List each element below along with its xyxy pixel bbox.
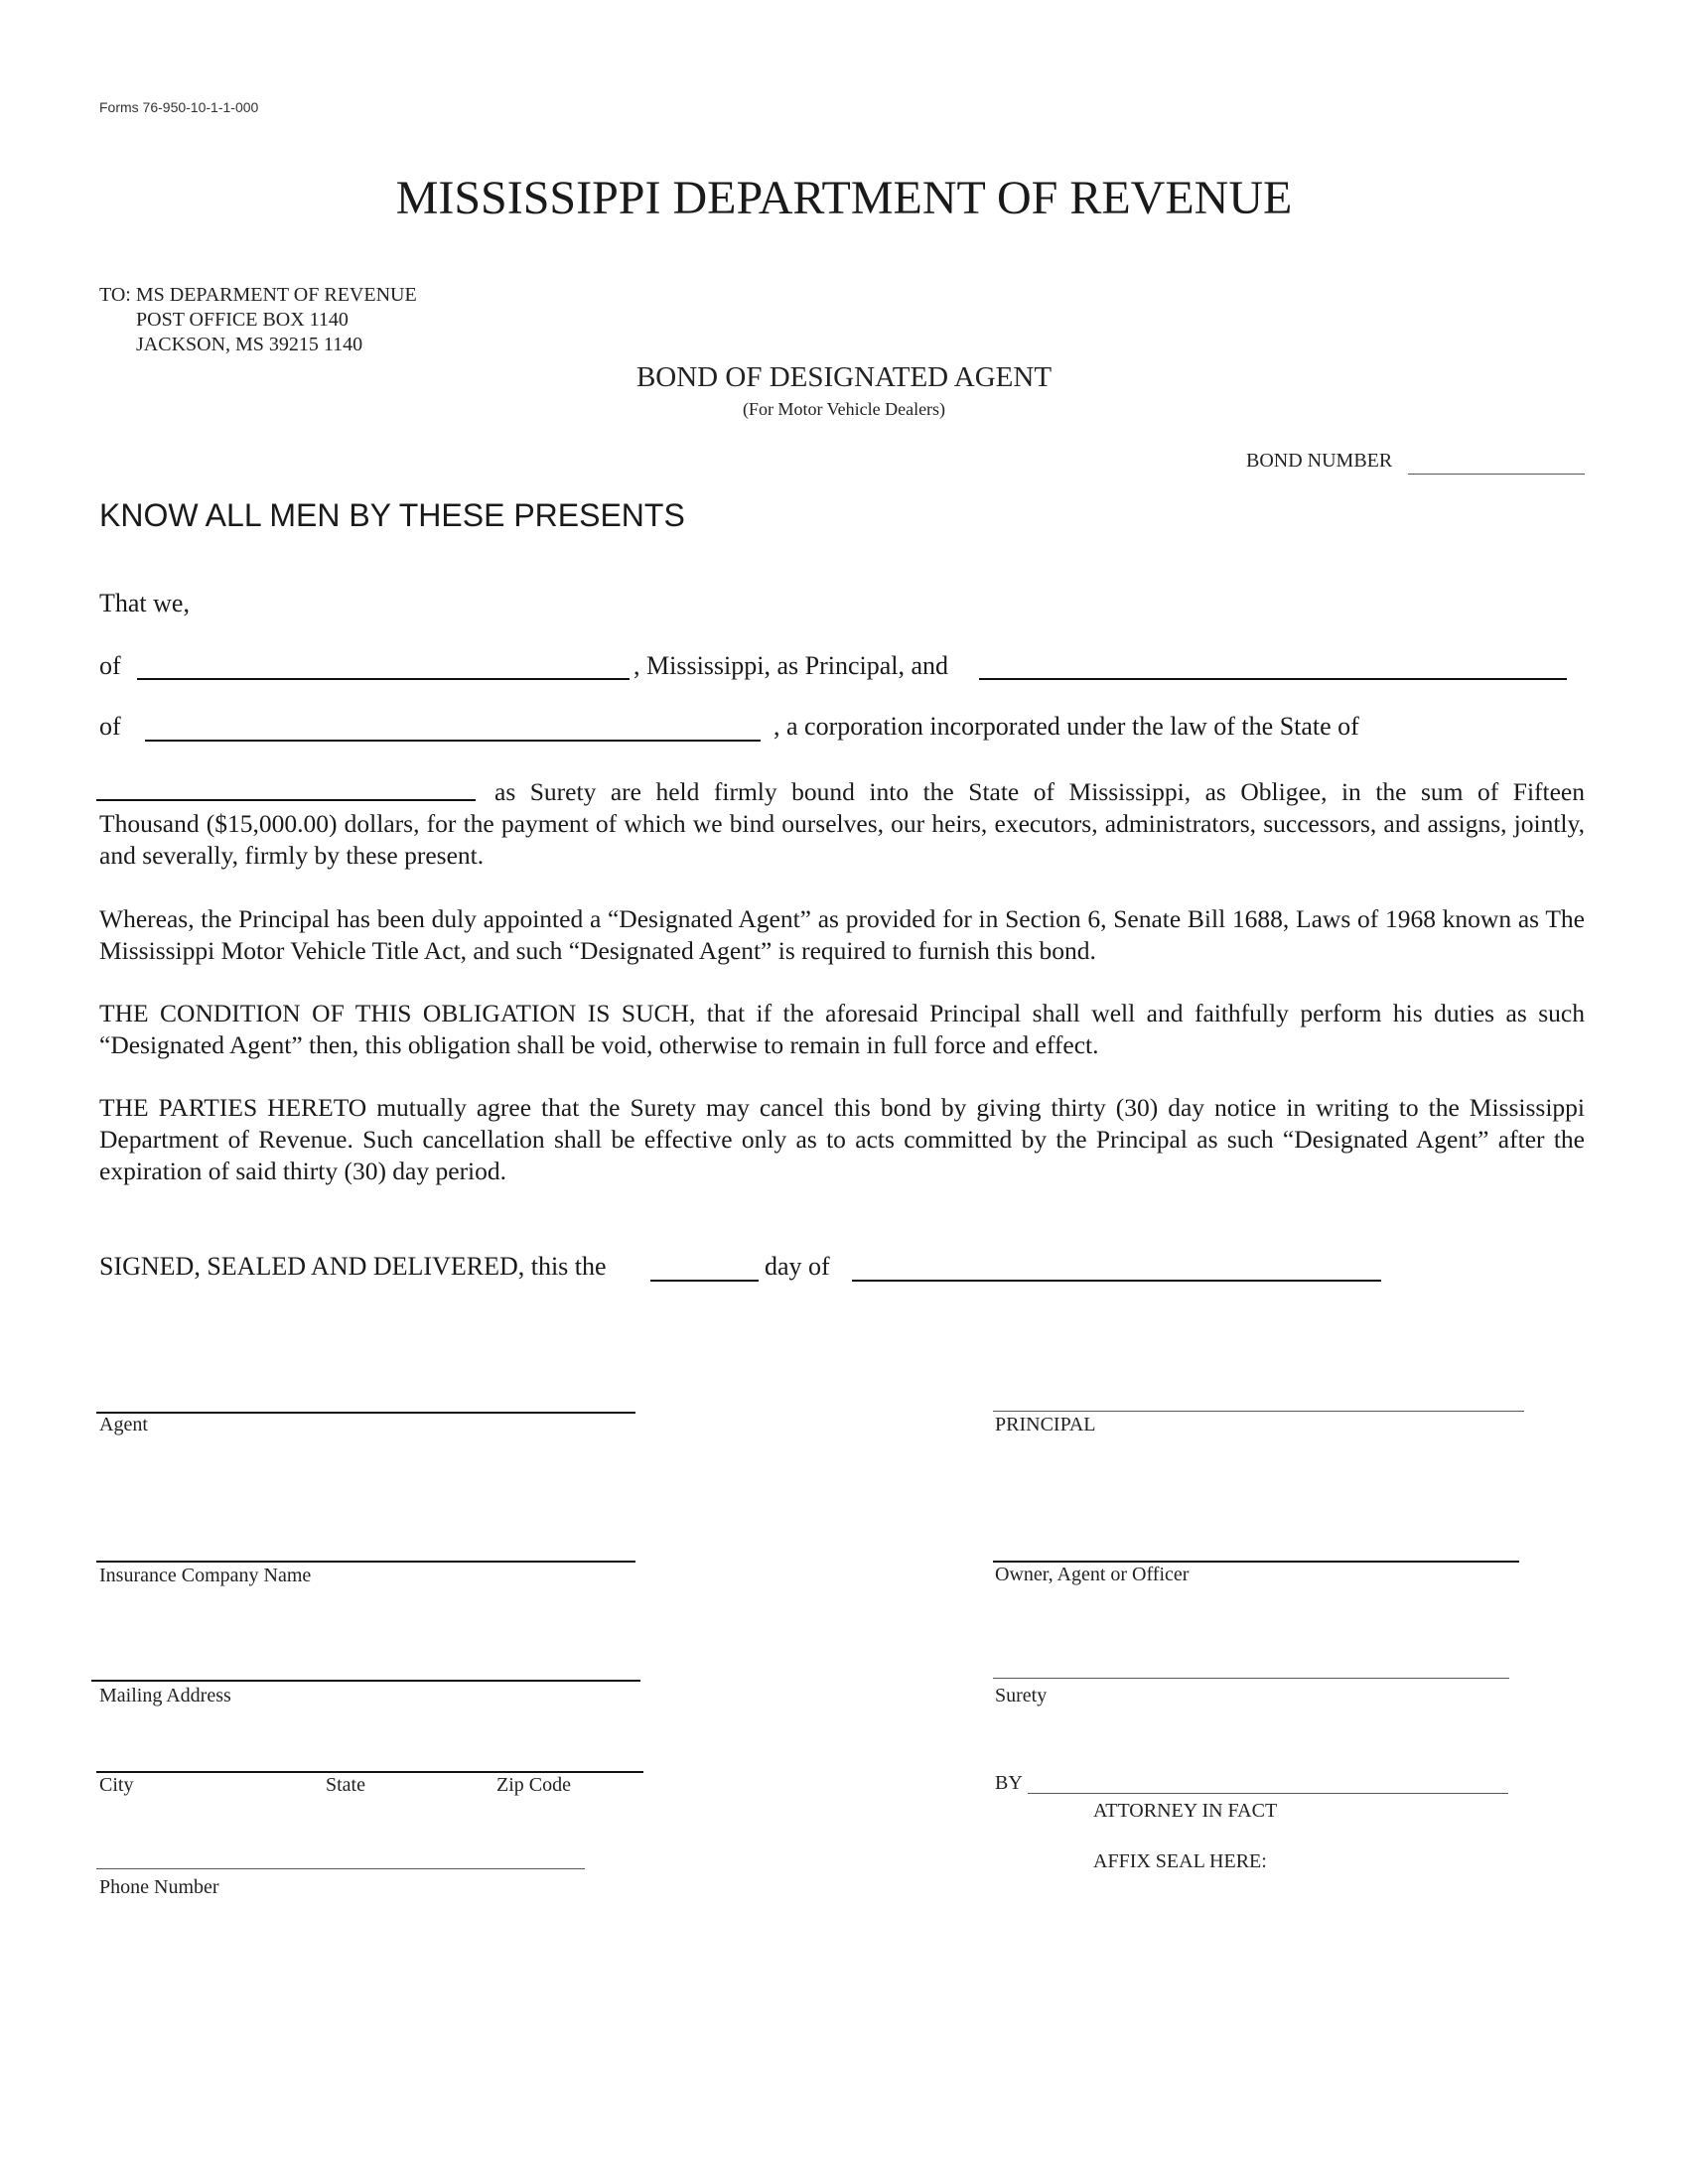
month-year-field[interactable] xyxy=(852,1280,1381,1282)
corporation-text: , a corporation incorporated under the law of the State of xyxy=(774,712,1359,741)
city-label: City xyxy=(99,1774,134,1796)
address-line-3: JACKSON, MS 39215 1140 xyxy=(136,334,363,355)
bond-number-field[interactable] xyxy=(1408,474,1585,475)
day-field[interactable] xyxy=(650,1280,759,1282)
phone-number-field[interactable] xyxy=(96,1868,585,1869)
zip-code-label: Zip Code xyxy=(496,1774,571,1796)
mailing-address-field[interactable] xyxy=(91,1680,640,1682)
address-line-1: TO: MS DEPARMENT OF REVENUE xyxy=(99,284,417,306)
bond-number-label: BOND NUMBER xyxy=(1246,450,1393,472)
attorney-in-fact-field[interactable] xyxy=(1028,1793,1508,1794)
principal-label: PRINCIPAL xyxy=(995,1414,1096,1435)
surety-name-field[interactable] xyxy=(979,678,1567,680)
parties-paragraph: THE PARTIES HERETO mutually agree that the Surety may cancel this bond by giving thirty (30) day notice in writing to the Mississippi Department of Revenue. Such cancellation shall be effective only as to acts committed by the Principal as such “Designated Agent” after the expiration of said thirty (30) day period. xyxy=(99,1093,1585,1185)
surety-first-line: as Surety are held firmly bound into the State of Mississippi, as Obligee, in the sum of Fifteen xyxy=(494,777,1585,806)
surety-label: Surety xyxy=(995,1685,1048,1706)
owner-agent-officer-label: Owner, Agent or Officer xyxy=(995,1564,1190,1585)
insurance-company-field[interactable] xyxy=(96,1561,635,1563)
surety-paragraph xyxy=(99,776,1585,872)
surety-rest: Thousand ($15,000.00) dollars, for the payment of which we bind ourselves, our heirs, executors, administrators, successors, and assigns, jointly, and severally, firmly by these present. xyxy=(99,809,1585,870)
of-label-2: of xyxy=(99,712,121,741)
form-number: Forms 76-950-10-1-1-000 xyxy=(99,99,259,115)
bond-title: BOND OF DESIGNATED AGENT xyxy=(635,361,1053,393)
condition-paragraph: THE CONDITION OF THIS OBLIGATION IS SUCH, that if the aforesaid Principal shall well and faithfully perform his duties as such “Designated Agent” then, this obligation shall be void, otherwise to remain in full force and effect. xyxy=(99,999,1585,1059)
principal-city-field[interactable] xyxy=(137,678,630,680)
know-all-heading: KNOW ALL MEN BY THESE PRESENTS xyxy=(99,497,685,533)
agent-label: Agent xyxy=(99,1414,148,1435)
agent-field[interactable] xyxy=(96,1412,635,1414)
affix-seal-label: AFFIX SEAL HERE: xyxy=(1093,1850,1267,1872)
principal-text: , Mississippi, as Principal, and xyxy=(633,651,949,680)
page-title: MISSISSIPPI DEPARTMENT OF REVENUE xyxy=(395,172,1293,224)
owner-agent-officer-field[interactable] xyxy=(993,1561,1519,1563)
state-label: State xyxy=(326,1774,365,1796)
address-line-2: POST OFFICE BOX 1140 xyxy=(136,309,349,331)
mailing-address-label: Mailing Address xyxy=(99,1685,231,1706)
signed-text: SIGNED, SEALED AND DELIVERED, this the xyxy=(99,1252,607,1281)
day-of-text: day of xyxy=(765,1252,830,1281)
that-we-text: That we, xyxy=(99,589,190,617)
bond-subtitle: (For Motor Vehicle Dealers) xyxy=(742,399,946,419)
phone-number-label: Phone Number xyxy=(99,1876,219,1898)
city-state-zip-field[interactable] xyxy=(96,1771,643,1773)
principal-field[interactable] xyxy=(993,1411,1524,1412)
insurance-company-label: Insurance Company Name xyxy=(99,1565,312,1586)
surety-city-field[interactable] xyxy=(145,740,761,742)
whereas-paragraph: Whereas, the Principal has been duly appointed a “Designated Agent” as provided for in Section 6, Senate Bill 1688, Laws of 1968 known as The Mississippi Motor Vehicle Title Act, and such “Designated Agent” is required to furnish this bond. xyxy=(99,904,1585,965)
surety-field[interactable] xyxy=(993,1678,1509,1679)
by-label: BY xyxy=(995,1772,1023,1794)
attorney-in-fact-label: ATTORNEY IN FACT xyxy=(1093,1800,1278,1822)
of-label-1: of xyxy=(99,651,121,680)
